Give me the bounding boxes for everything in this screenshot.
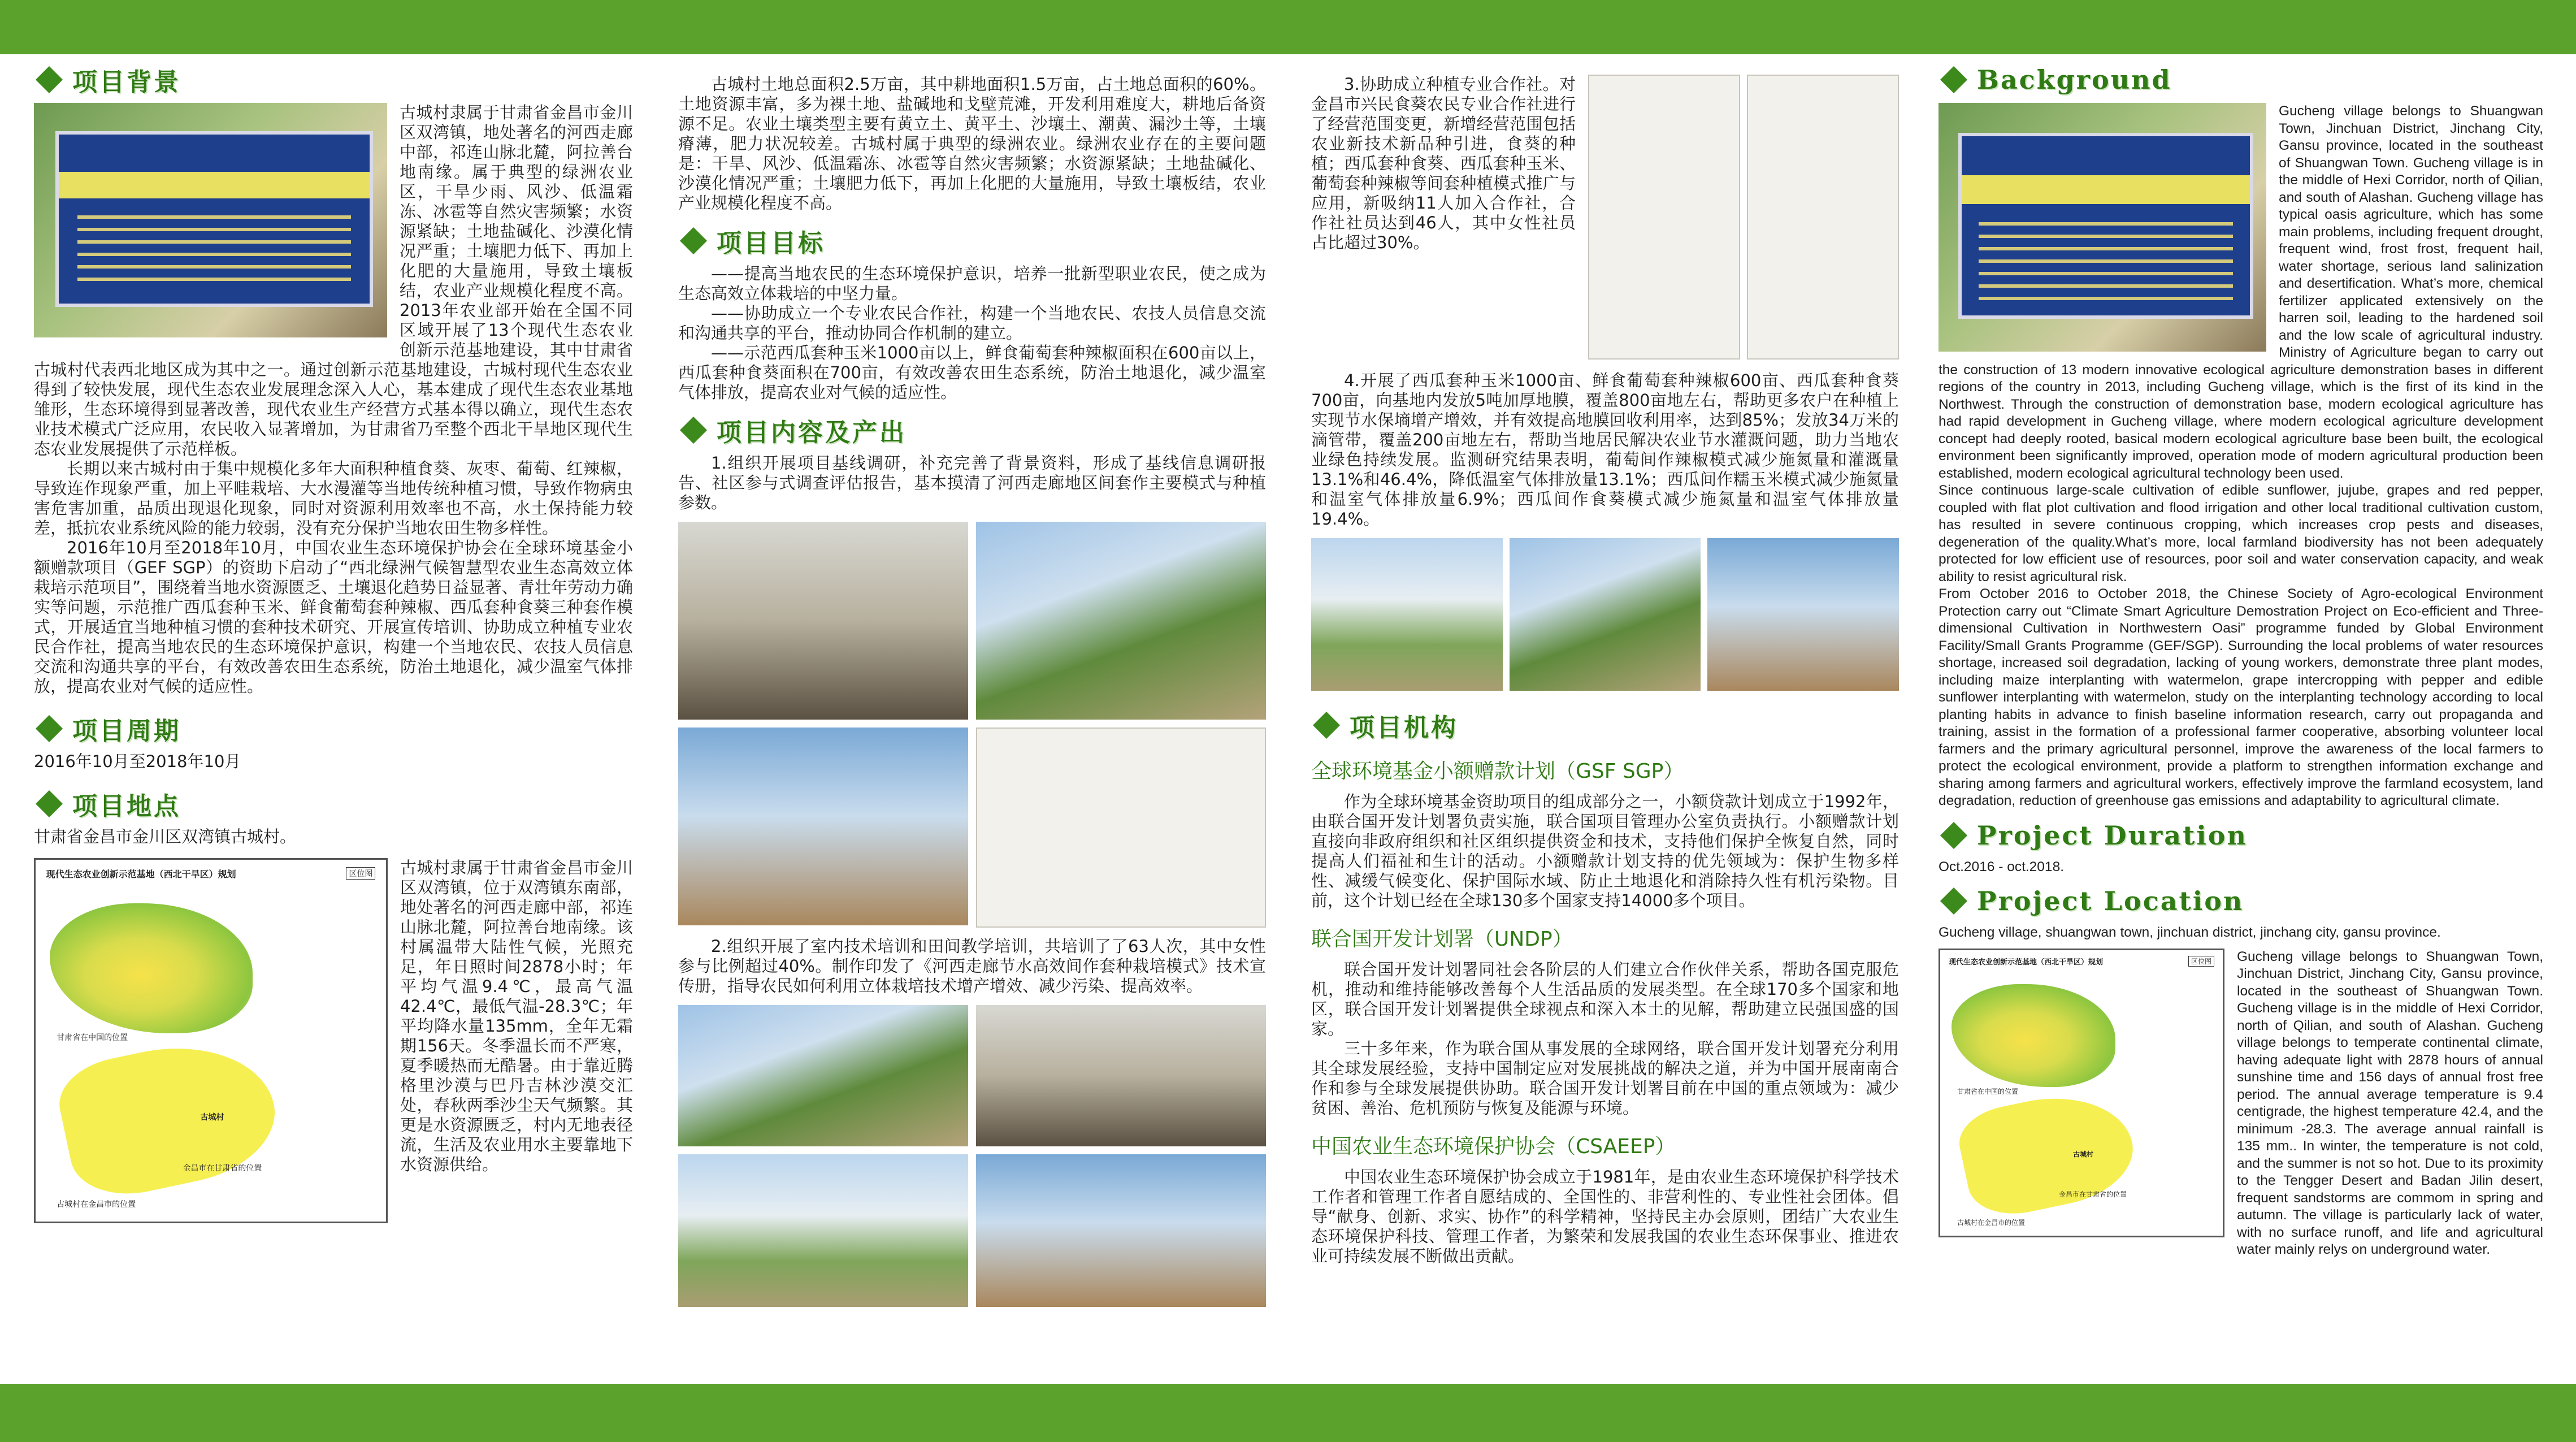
goal-item-2: ——协助成立一个专业农民合作社，构建一个当地农民、农技人员信息交流和沟通共享的平台，推动协同合作机制的建立。 (678, 304, 1266, 343)
duration-en-text: Oct.2016 - oct.2018. (1938, 859, 2064, 874)
website-screenshot-photo (976, 728, 1266, 928)
goal-item-1: ——提高当地农民的生态环境保护意识，培养一批新型职业农民，使之成为生态高效立体栽培的中坚力量。 (678, 264, 1266, 303)
csaeep-paragraph: 中国农业生态环境保护协会成立于1981年，是由农业生态环境保护科学技术工作者和管理工作者自愿结成的、全国性的、非营利性的、专业性社会团体。倡导“献身、创新、求实、协作”的科学精神，坚持民主办会原则，团结广大农业生态环境保护科技、管理工作者，为繁荣和发展我国的农业生态环保事业、推进农业可持续发展不断做出贡献。 (1311, 1167, 1899, 1266)
gef-paragraph: 作为全球环境基金资助项目的组成部分之一，小额贷款计划成立于1992年，由联合国开发计划署负责实施，联合国项目管理办公室负责执行。小额赠款计划直接向非政府组织和社区组织提供资金和技术，支持他们保护全恢复自然，同时提高人们福祉和生计的活动。小额赠款计划支持的优先领域为：保护生物多样性、减缓气候变化、保护国际水域、防止土地退化和消除持久性有机污染物。目前，这个计划已经在全球130多个国家支持14000多个项目。 (1311, 792, 1899, 910)
diamond-icon (1313, 712, 1340, 739)
location-text: 甘肃省金昌市金川区双湾镇古城村。 (34, 827, 297, 846)
undp-heading: 联合国开发计划署（UNDP） (1311, 928, 1573, 951)
diamond-icon (36, 790, 63, 817)
top-band (0, 0, 2576, 54)
diamond-icon (36, 66, 63, 93)
photo-grid-1 (678, 522, 1266, 928)
location-map-en: 现代生态农业创新示范基地（西北干旱区）规划 区位图 甘肃省在中国的位置 金昌市在甘肃省的位置 古城村在金昌市的位置 古城村 (1938, 949, 2224, 1237)
content-item-1: 1.组织开展项目基线调研，补充完善了背景资料，形成了基线信息调研报告、社区参与式调查评估报告，基本摸清了河西走廊地区间套作主要模式与种植参数。 (678, 453, 1266, 512)
diamond-icon (680, 227, 707, 254)
background-en-paragraph-2: Since continuous large-scale cultivation of edible sunflower, jujube, grapes and red pepper, coupled with flat plot cultivation and flood irrigation and other local traditional cultivation custom, has resulted in severe continuous cropping, which increases crop pests and diseases, degeneration of the quality.What’s more, local farmland biodiversity has not been adequately protected for low efficient use of resources, poor soil and water conservation capacity, and weak ability to resist agricultural risk. (1938, 483, 2543, 584)
location-en-text: Gucheng village, shuangwan town, jinchuan district, jinchang city, gansu province. (1938, 925, 2441, 940)
training-banner-photo (678, 1005, 968, 1146)
content-item-4: 4.开展了西瓜套种玉米1000亩、鲜食葡萄套种辣椒600亩、西瓜套种食葵700亩，向基地内发放5吨加厚地膜，覆盖800亩地左右，帮助更多农户在种植上实现节水保墒增产增效，并有效提高地膜回收利用率，达到85%；发放34万米的滴管带，覆盖200亩地左右，帮助当地居民解决农业节水灌溉问题，助力当地农业绿色持续发展。监测研究结果表明，葡萄间作辣椒模式减少施氮量和灌溉量13.1%和46.4%，降低温室气体排放量13.1%；西瓜间作糯玉米模式减少施氮量和温室气体排放量6.9%；西瓜间作食葵模式减少施氮量和温室气体排放量19.4%。 (1311, 371, 1899, 529)
column-1 (34, 62, 633, 1374)
banner-sign (55, 131, 373, 307)
gansu-map-shape (51, 1028, 285, 1206)
diamond-icon (1940, 66, 1967, 93)
background-paragraph-2: 长期以来古城村由于集中规模化多年大面积种植食葵、灰枣、葡萄、红辣椒，导致连作现象严重，加上平畦栽培、大水漫灌等当地传统种植习惯，导致作物病虫害危害加重，品质出现退化现象，同时对资源利用效率也不高，水土保持能力较差，抵抗农业系统风险的能力较弱，没有充分保护当地农田生物多样性。 (34, 459, 633, 538)
undp-paragraph-1: 联合国开发计划署同社会各阶层的人们建立合作伙伴关系，帮助各国克服危机，推动和维持能够改善每个人生活品质的发展类型。在全球170多个国家和地区，联合国开发计划署提供全球视点和深入本土的见解，帮助建立民强国盛的国家。 (1311, 960, 1899, 1038)
photo-row-3 (1311, 538, 1899, 691)
china-map-shape (1951, 984, 2115, 1087)
background-en-paragraph-3: From October 2016 to October 2018, the Chinese Society of Agro-ecological Environment Protection carry out “Climate Smart Agriculture Demostration Project on Eco-efficient and Three-dimensional Cultivation in Northwestern Oasi” programme funded by Global Environment Facility/Small Grants Programme (GEF/SGP). Surrounding the local problems of water resources shortage, increased soil degradation, lacking of young workers, demonstrate three plant modes, including maize interplanting with watermelon, grape intercropping with pepper and edible sunflower interplanting with watermelon, study on the interplanting technology according to local planting habits in advance to finish baseline information research, carry out propaganda and training, assist in the formation of a professional farmer cooperative, absorbing volunteer local farmers and the primary agricultural personnel, improve the awareness of the local farmers to protect the ecological environment, provide a platform to strengthen information exchange and sharing among farmers and agricultural workers, effectively improve the farmland ecosystem, land degradation, reduction of greenhouse gas emissions and adaptability to agricultural climate. (1938, 586, 2543, 808)
location-map: 现代生态农业创新示范基地（西北干旱区）规划 区位图 甘肃省在中国的位置 金昌市在甘肃省的位置 古城村在金昌市的位置 古城村 (34, 858, 388, 1223)
section-title-period: 项目周期 (34, 711, 633, 746)
document-photo-2 (1747, 75, 1899, 360)
plot-sign-photo (1510, 538, 1701, 691)
field-crop-photo (1707, 538, 1899, 691)
section-title-duration-en: Project Duration (1938, 818, 2543, 853)
goal-item-3: ——示范西瓜套种玉米1000亩以上，鲜食葡萄套种辣椒面积在600亩以上，西瓜套种食葵面积在700亩，有效改善农田生态系统，防治土地退化，减少温室气体排放，提高农业对气候的适应性。 (678, 343, 1266, 402)
section-title-goal: 项目目标 (678, 223, 1266, 258)
section-title-background-en: Background (1938, 62, 2543, 97)
background-en-paragraph-1: Gucheng village belongs to Shuangwan Town, Jinchuan District, Jinchang City, Gansu province, located in the southeast of Shuangwan Town. Gucheng village is in the middle of Hexi Corridor, north of Qilian, and south of Alashan. Gucheng village has typical oasis agriculture, which has some main problems, including frequent drought, frequent wind, frost frost, frequent hail, water shortage, serious land salinization and desertification. What’s more, chemical fertilizer applicated extensively on the harren soil, leading to the hardened soil and the low scale of agricultural industry. Ministry of Agriculture began to carry out the construction of 13 modern innovative ecological agriculture demonstration bases in different regions of the country in 2013, including Gucheng village, which is the first of its kind in the Northwest. Through the construction of demonstration base, modern ecological agriculture has had rapid development in Gucheng village, where modern ecological agriculture development concept had deeply rooted, basical modern ecological agriculture base been built, the ecological environment been significantly improved, operation mode of modern agricultural production been established, modern ecological agricultural technology been used. (1938, 103, 2543, 481)
water-tower-photo (678, 1154, 968, 1307)
bottom-band (0, 1384, 2576, 1442)
farmer-interview-photo (678, 728, 968, 925)
period-text: 2016年10月至2018年10月 (34, 752, 241, 771)
banner-sign (1958, 133, 2253, 319)
content-item-3: 3.协助成立种植专业合作社。对金昌市兴民食葵农民专业合作社进行了经营范围变更，新增经营范围包括农业新技术新品种引进，食葵的种植；西瓜套种食葵、西瓜套种玉米、葡萄套种辣椒等间套种植模式推广与应用，新吸纳11人加入合作社，合作社社员达到46人，其中女性社员占比超过30%。 (1311, 75, 1576, 252)
signboard-photo (1311, 538, 1503, 691)
section-title-background: 项目背景 (34, 62, 633, 97)
background-paragraph-3: 2016年10月至2018年10月，中国农业生态环境保护协会在全球环境基金小额赠款项目（GEF SGP）的资助下启动了“西北绿洲气候智慧型农业生态高效立体栽培示范项目”，围绕着当地水资源匮乏、土壤退化趋势日益显著、青壮年劳动力确实等问题，示范推广西瓜套种玉米、鲜食葡萄套种辣椒、西瓜套种食葵三种套作模式，开展适宜当地种植习惯的套种技术研究、开展宣传培训、协助成立种植专业农民合作社，提高当地农民的生态环境保护意识，构建一个当地农民、农技人员信息交流和沟通共享的平台，有效改善农田生态系统，防治土地退化，减少温室气体排放，提高农业对气候的适应性。 (34, 538, 633, 696)
indoor-training-photo (976, 1005, 1266, 1146)
diamond-icon (36, 715, 63, 742)
photo-grid-2 (678, 1005, 1266, 1307)
gef-heading: 全球环境基金小额赠款计划（GSF SGP） (1311, 760, 1684, 783)
cooperative-documents (1588, 75, 1899, 357)
column-2 (678, 75, 1266, 1386)
china-map-shape (50, 903, 253, 1033)
content-item-2: 2.组织开展了室内技术培训和田间教学培训，共培训了了63人次，其中女性参与比例超过40%。制作印发了《河西走廊节水高效间作套种栽培模式》技术宣传册，指导农民如何利用立体栽培技术增产增效、减少污染、提高效率。 (678, 937, 1266, 995)
section-title-org: 项目机构 (1311, 708, 1899, 743)
group-photo (976, 1154, 1266, 1307)
section-title-content: 项目内容及产出 (678, 413, 1266, 448)
column-3 (1311, 75, 1899, 1386)
diamond-icon (680, 417, 707, 444)
location-paragraph: 古城村隶属于甘肃省金昌市金川区双湾镇，位于双湾镇东南部，地处著名的河西走廊中部，祁连山脉北麓，阿拉善台地南缘。该村属温带大陆性气候，光照充足，年日照时间2878小时；年平均气温9.4℃，最高气温42.4℃，最低气温-28.3℃；年平均降水量135mm，全年无霜期156天。冬季温长而不严寒，夏季暖热而无酷暑。由于靠近腾格里沙漠与巴丹吉林沙漠交汇处，春秋两季沙尘天气频繁。其更是水资源匮乏，村内无地表径流，生活及农业用水主要靠地下水资源供给。 (400, 858, 633, 1174)
diamond-icon (1940, 887, 1967, 915)
meeting-photo (678, 522, 968, 720)
undp-paragraph-2: 三十多年来，作为联合国从事发展的全球网络，联合国开发计划署充分利用其全球发展经验，支持中国制定应对发展挑战的解决之道，并为中国开展南南合作和参与全球发展提供协助。联合国开发计划署目前在中国的重点领域为：减少贫困、善治、危机预防与恢复及能源与环境。 (1311, 1039, 1899, 1118)
csaeep-heading: 中国农业生态环境保护协会（CSAEEP） (1311, 1135, 1676, 1158)
section-title-location: 项目地点 (34, 786, 633, 821)
project-banner-photo (34, 103, 387, 337)
document-photo-1 (1588, 75, 1740, 360)
gansu-map-shape (1953, 1082, 2141, 1223)
section-title-location-en: Project Location (1938, 884, 2543, 919)
field-visit-photo (976, 522, 1266, 720)
column-4 (1938, 62, 2543, 1374)
diamond-icon (1940, 821, 1967, 848)
background-paragraph-1: 古城村隶属于甘肃省金昌市金川区双湾镇，地处著名的河西走廊中部，祁连山脉北麓，阿拉善台地南缘。属于典型的绿洲农业区，干旱少雨、风沙、低温霜冻、冰雹等自然灾害频繁；水资源紧缺；土地盐碱化、沙漠化情况严重；土壤肥力低下、再加上化肥的大量施用，导致土壤板结，农业产业规模化程度不高。2013年农业部开始在全国不同区域开展了13个现代生态农业创新示范基地建设，其中甘肃省古城村代表西北地区成为其中之一。通过创新示范基地建设，古城村现代生态农业得到了较快发展，现代生态农业发展理念深入人心，基本建成了现代生态农业基地雏形，生态环境得到显著改善，现代农业生产经营方式基本得以确立，现代生态农业技术模式广泛应用，农民收入显著增加，为甘肃省乃至整个西北干旱地区现代生态农业发展提供了示范样板。 (34, 103, 633, 458)
location-en-paragraph: Gucheng village belongs to Shuangwan Town, Jinchuan District, Jinchang City, Gansu province, located in the southeast of Shuangwan Town. Gucheng village is in the middle of Hexi Corridor, north of Qilian, and south of Alashan. Gucheng village belongs to temperate continental climate, having adequate light with 2878 hours of annual sunshine time and 156 days of annual frost free period. The annual average temperature is 9.4 centigrade, the highest temperature 42.4, and the minimum -28.3. The average annual rainfall is 135 mm.. In winter, the temperature is not cold, and the summer is not so hot. Due to its proximity to the Tengger Desert and Badan Jilin desert, frequent sandstorms are commom in spring and autumn. The village is particularly lack of water, with no surface runoff, and life and agricultural water mainly relys on underground water. (2237, 949, 2543, 1257)
land-paragraph: 古城村土地总面积2.5万亩，其中耕地面积1.5万亩，占土地总面积的60%。土地资源丰富，多为裸土地、盐碱地和戈壁荒滩，开发利用难度大，耕地后备资源不足。农业土壤类型主要有黄立土、黄平土、沙壤土、潮黄、漏沙土等，土壤瘠薄，肥力状况较差。古城村属于典型的绿洲农业。绿洲农业存在的主要问题是：干旱、风沙、低温霜冻、冰雹等自然灾害频繁；水资源紧缺；土地盐碱化、沙漠化情况严重；土壤肥力低下，再加上化肥的大量施用，导致土壤板结，农业产业规模化程度不高。 (678, 75, 1266, 213)
project-banner-photo-en (1938, 103, 2266, 352)
